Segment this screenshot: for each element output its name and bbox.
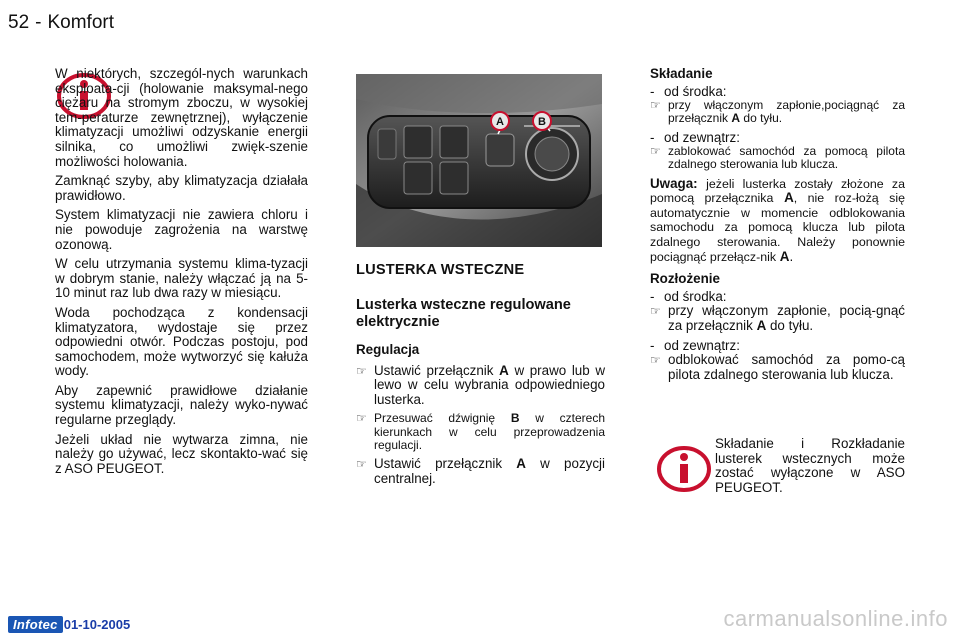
uwaga-label: Uwaga: (650, 175, 698, 191)
lever-b-callout (533, 112, 551, 130)
label-b: B (538, 116, 546, 128)
bullet-text: zablokować samochód za pomocą pilota zdalnego sterowania lub klucza. (668, 144, 905, 172)
from-outside-label: od zewnątrz: (664, 337, 740, 353)
page-header (8, 12, 120, 34)
condensation-paragraph: Woda pochodząca z kondensacji klimatyzatora, wydostaje się przez odpowiedni otwór. Podczas postoju, pod samochodem, może wytworzyć się kałuża wody. (55, 304, 308, 379)
bullet-text: w prawo lub w lewo w celu wybrania odpowiedniego lusterka. (374, 362, 605, 407)
uwaga-end: . (789, 248, 794, 264)
bullet-text: przy włączonym zapłonie,pociągnąć za przełącznik (668, 98, 905, 126)
pointing-hand-icon: ☞ (356, 456, 367, 471)
bullet-text: w czterech kierunkach w celu przeprowadzenia regulacji. (374, 411, 605, 452)
list-item: - od zewnątrz: (650, 337, 740, 353)
list-item (650, 99, 905, 125)
dealer-note: Składanie i Rozkładanie lusterek wstecznych może zostać wyłączone w ASO PEUGEOT. (715, 436, 905, 495)
list-item (650, 353, 905, 382)
list-item: - od środka: (650, 83, 727, 99)
from-outside-label: od zewnątrz: (664, 129, 740, 145)
rozlozenie-title: Rozłożenie (650, 271, 720, 287)
bullet-text: odblokować samochód za pomo-cą pilota zdalnego sterowania lub klucza. (668, 352, 905, 382)
switch-key: A (731, 111, 741, 126)
adjustment-column (356, 343, 605, 491)
list-item: - od środka: (650, 288, 727, 304)
bullet-text: do tyłu. (769, 317, 814, 333)
no-cooling-paragraph: Jeżeli układ nie wytwarza zimna, nie należy go używać, lecz skontakto-wać się z ASO PEUGEOT. (55, 431, 308, 476)
switch-key: A (499, 362, 509, 378)
print-date: 01-10-2005 (63, 617, 131, 632)
bullet-text: Przesuwać dźwignię (374, 411, 496, 426)
mirror-control-photo (356, 74, 602, 247)
bullet-text: w pozycji centralnej. (374, 455, 605, 486)
switch-key: A (756, 317, 767, 333)
uwaga-text: jeżeli lusterka zostały złożone za pomocą przełącznika (650, 176, 905, 206)
pointing-hand-icon: ☞ (356, 411, 367, 426)
list-item: - od zewnątrz: (650, 129, 740, 145)
footer (8, 616, 130, 634)
maintenance-paragraph: W celu utrzymania systemu klima-tyzacji w dobrym stanie, należy włączać ją na 5-10 minut raz lub dwa razy w miesiącu. (55, 256, 308, 301)
switch-key: A (779, 248, 790, 264)
bullet-text: Ustawić przełącznik (374, 362, 494, 378)
switch-key: A (784, 190, 794, 206)
uwaga-text: , nie roz-łożą się automatycznie w momencie odblokowania samochodu za pomocą klucza lub pilota zdalnego sterowania. Należy ponownie pociągnąć przełącz-nik (650, 191, 905, 264)
section-heading: LUSTERKA WSTECZNE (356, 262, 525, 278)
climate-notes-column (55, 67, 308, 481)
list-item (356, 364, 605, 408)
pointing-hand-icon: ☞ (650, 304, 661, 319)
switch-a-callout (491, 112, 509, 130)
pointing-hand-icon: ☞ (650, 98, 661, 113)
section-title: Komfort (47, 12, 114, 33)
pointing-hand-icon: ☞ (356, 363, 367, 378)
subsection-heading: Lusterka wsteczne regulowane elektrycznie (356, 297, 571, 330)
pointing-hand-icon: ☞ (650, 353, 661, 368)
from-inside-label: od środka: (664, 83, 727, 99)
bullet-text: Ustawić przełącznik (374, 455, 503, 471)
infotec-logo: Infotec (8, 616, 63, 633)
folding-column (650, 67, 905, 387)
pointing-hand-icon: ☞ (650, 144, 661, 159)
inspection-paragraph: Aby zapewnić prawidłowe działanie systemu klimatyzacji, należy wyko-nywać regularne przeglądy. (55, 382, 308, 428)
bullet-text: do tyłu. (743, 111, 783, 126)
watermark: carmanualsonline.info (723, 606, 948, 631)
skladanie-title: Składanie (650, 66, 713, 81)
lever-key: B (510, 411, 520, 426)
page-number: 52 (8, 12, 30, 33)
from-inside-label: od środka: (664, 288, 727, 304)
windows-paragraph: Zamknąć szyby, aby klimatyzacja działała prawidłowo. (55, 173, 308, 203)
list-item (650, 304, 905, 333)
list-item (356, 412, 605, 452)
list-item (356, 457, 605, 486)
chlorine-paragraph: System klimatyzacji nie zawiera chloru i nie powoduje zagrożenia na warstwę ozonową. (55, 207, 308, 252)
bullet-text: przy włączonym zapłonie, pocią-gnąć za przełącznik (668, 303, 905, 333)
switch-key: A (516, 455, 526, 471)
info-icon (656, 445, 712, 493)
header-separator: - (35, 12, 42, 33)
list-item (650, 145, 905, 171)
label-a: A (496, 116, 504, 128)
towing-paragraph: W niektórych, szczegól-nych warunkach eksploata-cji (holowanie maksymal-nego ciężaru na stromym zboczu, w wysokiej tem-peraturze zewnętrznej), wyłączenie klimatyzacji umożliwi odzyskanie energii silnika, co umożliwi zwięk-szenie możliwości holowania. (55, 66, 308, 169)
regulacja-title: Regulacja (356, 342, 420, 357)
uwaga-paragraph (650, 177, 905, 265)
